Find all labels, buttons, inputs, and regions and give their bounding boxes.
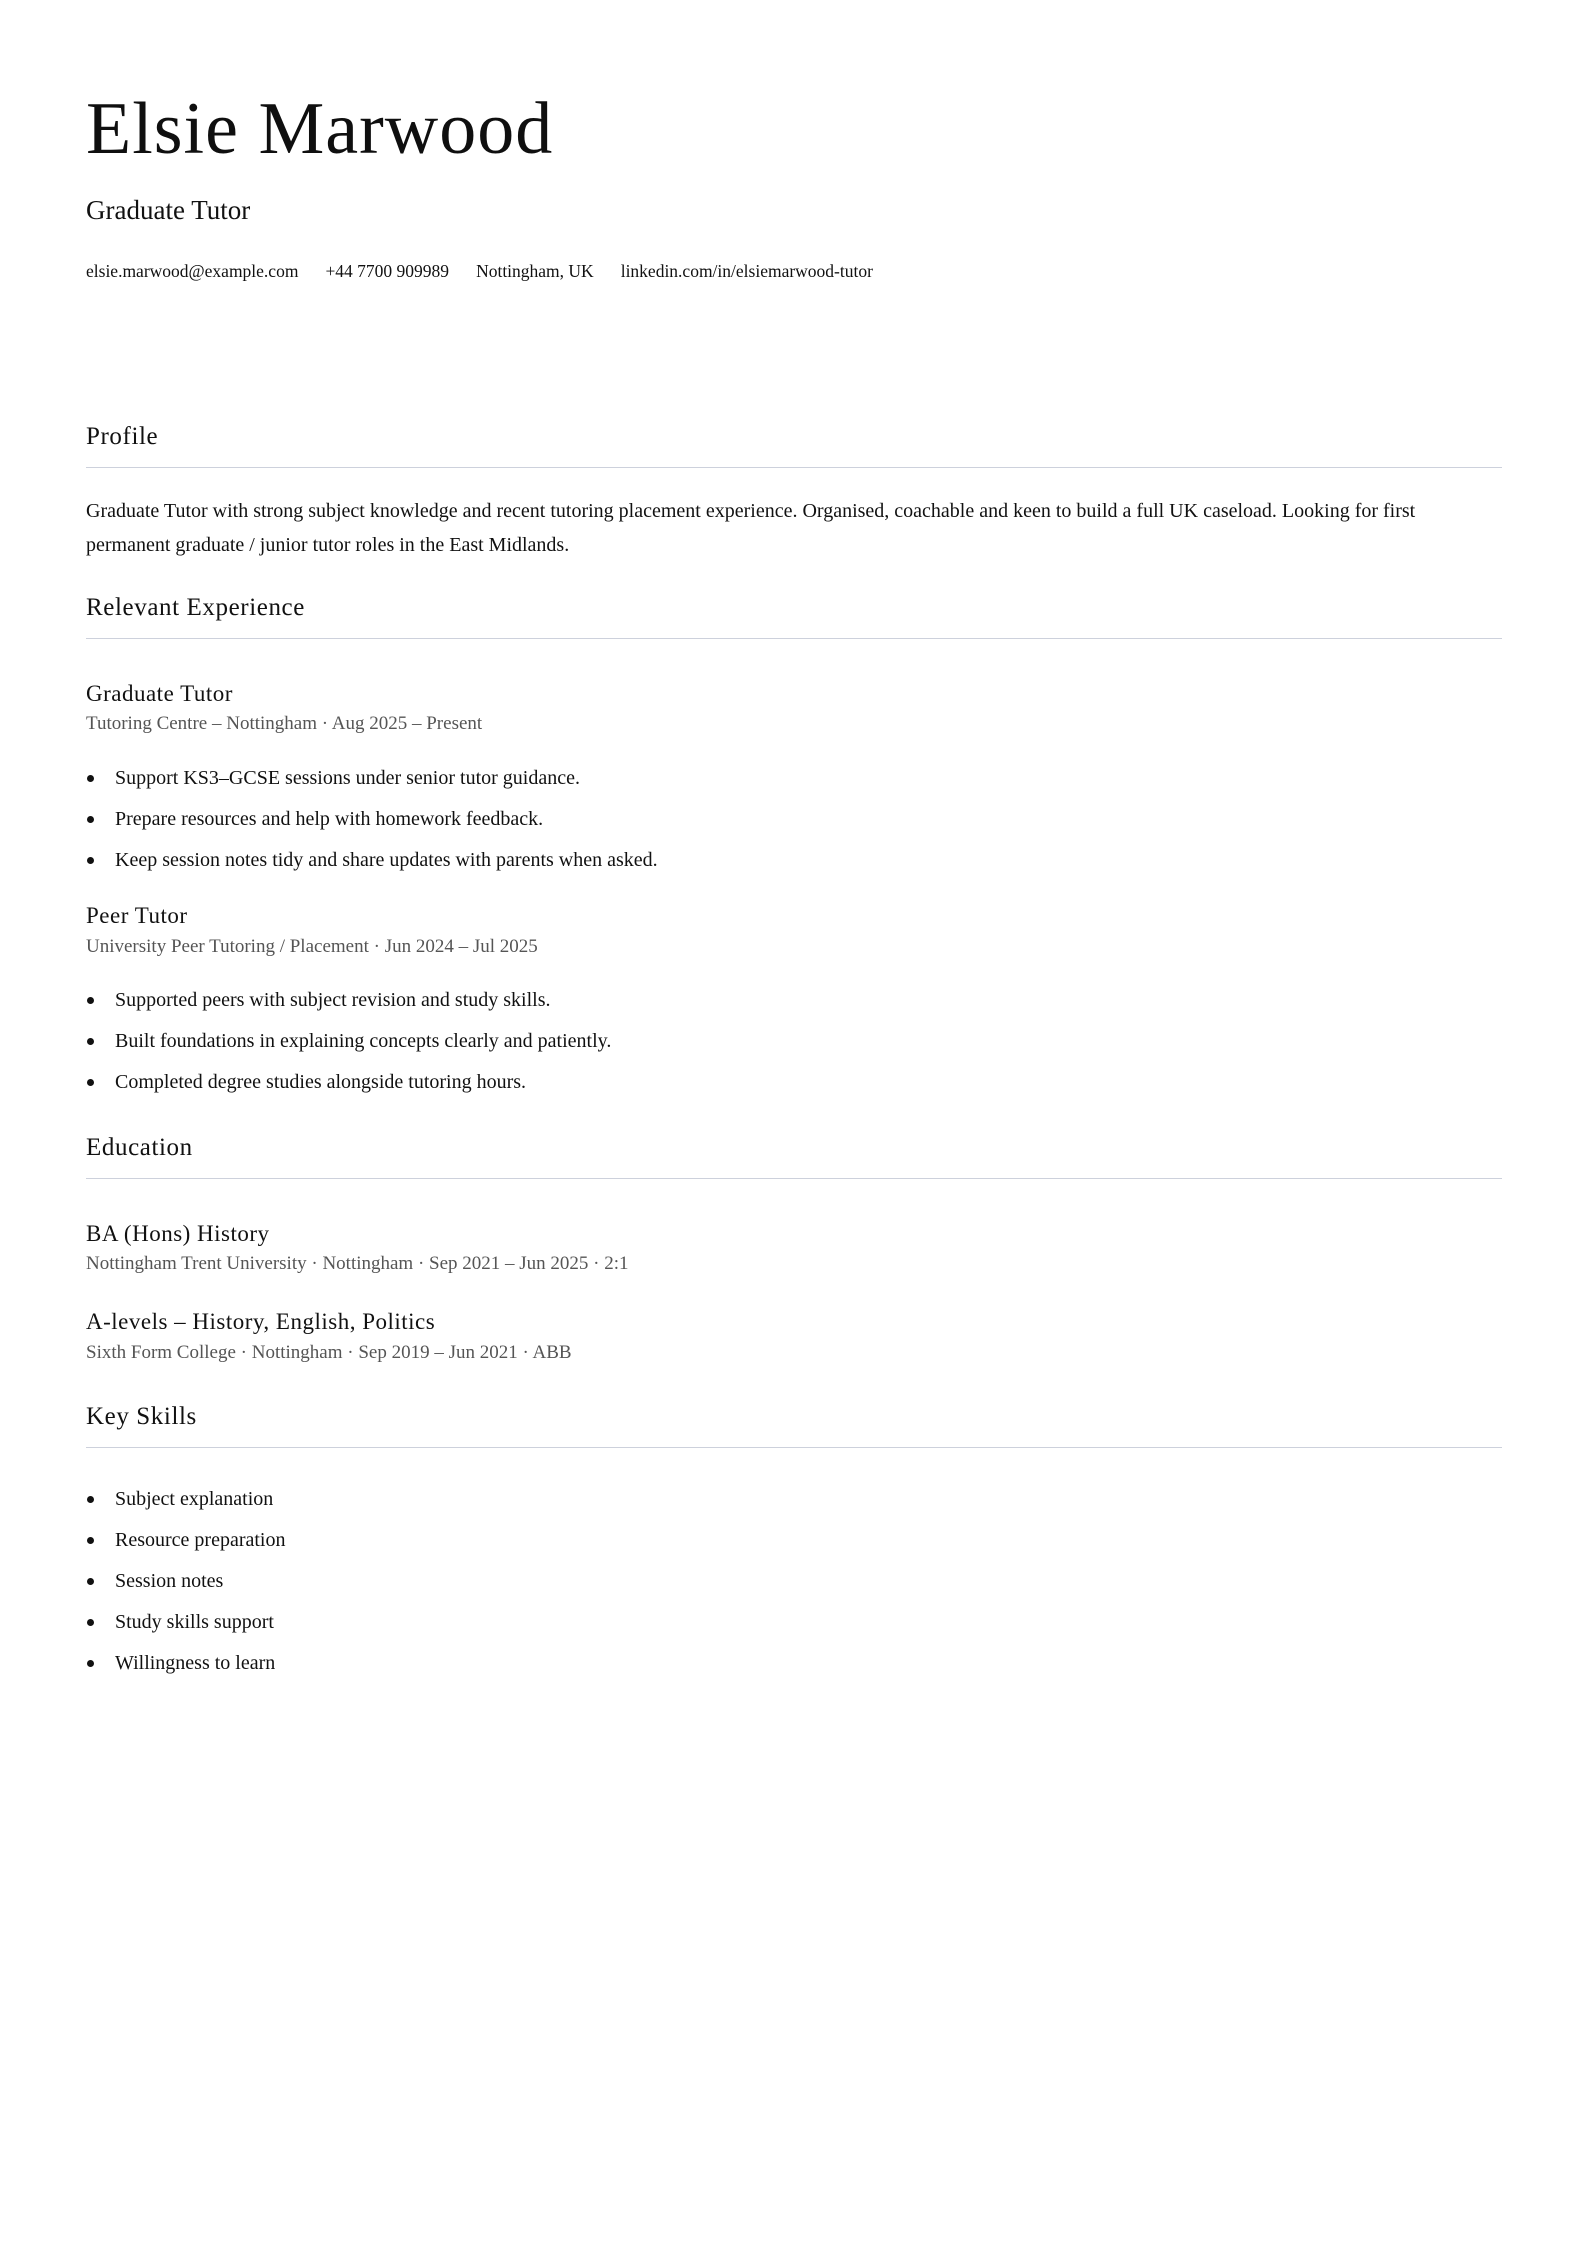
bullet-icon	[87, 1496, 94, 1503]
bullet-icon	[87, 1578, 94, 1585]
job-title: Graduate Tutor	[86, 681, 233, 706]
education-title: BA (Hons) History	[86, 1221, 270, 1246]
skills-heading: Key Skills	[86, 1403, 197, 1430]
bullet-icon	[87, 1660, 94, 1667]
bullet-icon	[87, 1619, 94, 1626]
bullet-icon	[87, 1079, 94, 1086]
list-item: Supported peers with subject revision and study skills.	[86, 990, 611, 1031]
experience-divider	[86, 638, 1502, 639]
contact-email: elsie.marwood@example.com	[86, 261, 299, 281]
candidate-role: Graduate Tutor	[86, 195, 251, 225]
contact-linkedin: linkedin.com/in/elsiemarwood-tutor	[620, 261, 873, 281]
list-item: Willingness to learn	[86, 1653, 285, 1694]
list-item: Resource preparation	[86, 1530, 285, 1571]
job-meta: University Peer Tutoring / Placement · Jun 2024 – Jul 2025	[86, 936, 538, 957]
education-meta: Nottingham Trent University · Nottingham · Sep 2021 – Jun 2025 · 2:1	[86, 1253, 629, 1274]
skills-list	[86, 1489, 285, 1694]
list-item: Support KS3–GCSE sessions under senior tutor guidance.	[86, 768, 658, 809]
candidate-name: Elsie Marwood	[86, 88, 554, 170]
list-item: Completed degree studies alongside tutoring hours.	[86, 1072, 611, 1113]
contact-line	[86, 263, 873, 281]
profile-summary: Graduate Tutor with strong subject knowledge and recent tutoring placement experience. Organised, coachable and keen to build a full UK caseload. Looking for first permanent graduate / junior tutor roles in the East Midlands.	[86, 500, 1416, 556]
bullet-icon	[87, 997, 94, 1004]
contact-location: Nottingham, UK	[476, 261, 594, 281]
job-bullets	[86, 768, 658, 891]
list-item: Built foundations in explaining concepts clearly and patiently.	[86, 1031, 611, 1072]
bullet-icon	[87, 1537, 94, 1544]
education-meta: Sixth Form College · Nottingham · Sep 2019 – Jun 2021 · ABB	[86, 1342, 572, 1363]
list-item: Session notes	[86, 1571, 285, 1612]
job-meta: Tutoring Centre – Nottingham · Aug 2025 – Present	[86, 713, 483, 734]
job-title: Peer Tutor	[86, 903, 188, 928]
profile-divider	[86, 467, 1502, 468]
bullet-icon	[87, 775, 94, 782]
list-item: Subject explanation	[86, 1489, 285, 1530]
bullet-icon	[87, 816, 94, 823]
education-divider	[86, 1178, 1502, 1179]
contact-phone: +44 7700 909989	[325, 261, 450, 281]
education-title: A-levels – History, English, Politics	[86, 1309, 436, 1334]
list-item: Study skills support	[86, 1612, 285, 1653]
skills-divider	[86, 1447, 1502, 1448]
education-heading: Education	[86, 1134, 193, 1161]
bullet-icon	[87, 857, 94, 864]
experience-heading: Relevant Experience	[86, 594, 305, 621]
bullet-icon	[87, 1038, 94, 1045]
list-item: Keep session notes tidy and share updates with parents when asked.	[86, 850, 658, 891]
profile-heading: Profile	[86, 423, 159, 450]
list-item: Prepare resources and help with homework feedback.	[86, 809, 658, 850]
job-bullets	[86, 990, 611, 1113]
